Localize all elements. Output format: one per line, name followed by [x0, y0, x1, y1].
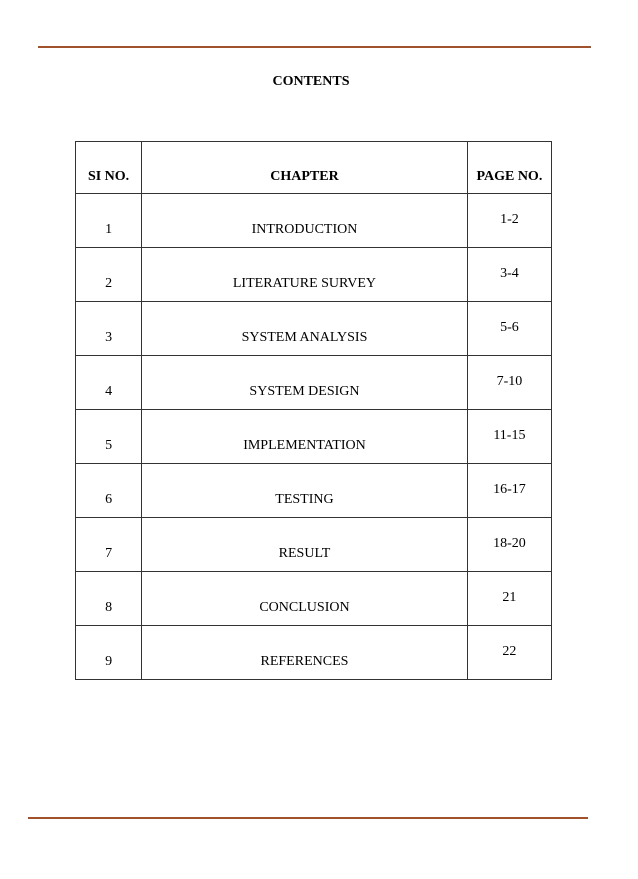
header-chapter: CHAPTER — [142, 142, 468, 194]
table-row — [76, 302, 552, 356]
si-number: 9 — [105, 654, 113, 669]
si-number: 4 — [105, 384, 113, 399]
chapter-cell — [142, 248, 468, 302]
si-cell — [76, 194, 142, 248]
chapter-name: SYSTEM ANALYSIS — [241, 330, 368, 345]
chapter-cell — [142, 464, 468, 518]
contents-table — [75, 141, 552, 680]
page-range: 18-20 — [493, 536, 526, 551]
header-si-no: SI NO. — [76, 142, 142, 194]
table-row — [76, 518, 552, 572]
page-range: 22 — [502, 644, 517, 659]
si-cell — [76, 356, 142, 410]
chapter-cell — [142, 626, 468, 680]
page-range: 16-17 — [493, 482, 526, 497]
footer-rule — [28, 817, 588, 819]
si-cell — [76, 248, 142, 302]
page-cell — [467, 410, 551, 464]
si-cell — [76, 518, 142, 572]
table-header-row — [76, 142, 552, 194]
chapter-name: LITERATURE SURVEY — [232, 276, 377, 291]
table-row — [76, 356, 552, 410]
table-row — [76, 248, 552, 302]
page-cell — [467, 464, 551, 518]
page-range: 21 — [502, 590, 517, 605]
page-range: 11-15 — [493, 428, 526, 443]
si-number: 6 — [105, 492, 113, 507]
table-row — [76, 464, 552, 518]
table-row — [76, 626, 552, 680]
si-cell — [76, 302, 142, 356]
si-number: 7 — [105, 546, 113, 561]
page-title: CONTENTS — [272, 74, 350, 89]
page-cell — [467, 572, 551, 626]
chapter-cell — [142, 572, 468, 626]
chapter-name: TESTING — [275, 492, 334, 507]
chapter-name: IMPLEMENTATION — [243, 438, 366, 453]
chapter-cell — [142, 410, 468, 464]
si-cell — [76, 572, 142, 626]
chapter-name: RESULT — [278, 546, 331, 561]
page-cell — [467, 356, 551, 410]
si-number: 8 — [105, 600, 113, 615]
chapter-name: SYSTEM DESIGN — [249, 384, 360, 399]
si-number: 1 — [105, 222, 113, 237]
page-cell — [467, 194, 551, 248]
page-range: 7-10 — [496, 374, 523, 389]
chapter-cell — [142, 302, 468, 356]
si-cell — [76, 464, 142, 518]
header-rule — [38, 46, 591, 48]
table-row — [76, 572, 552, 626]
page-range: 1-2 — [500, 212, 519, 227]
page-cell — [467, 518, 551, 572]
chapter-cell — [142, 356, 468, 410]
si-number: 5 — [105, 438, 113, 453]
page-range: 3-4 — [500, 266, 519, 281]
table-row — [76, 194, 552, 248]
page-cell — [467, 302, 551, 356]
si-number: 2 — [105, 276, 113, 291]
chapter-name: CONCLUSION — [259, 600, 350, 615]
page-range: 5-6 — [500, 320, 519, 335]
chapter-cell — [142, 518, 468, 572]
chapter-cell — [142, 194, 468, 248]
header-page-no: PAGE NO. — [467, 142, 551, 194]
chapter-name: INTRODUCTION — [251, 222, 358, 237]
page-cell — [467, 626, 551, 680]
chapter-name: REFERENCES — [260, 654, 349, 669]
si-number: 3 — [105, 330, 113, 345]
table-row — [76, 410, 552, 464]
si-cell — [76, 410, 142, 464]
si-cell — [76, 626, 142, 680]
page-cell — [467, 248, 551, 302]
